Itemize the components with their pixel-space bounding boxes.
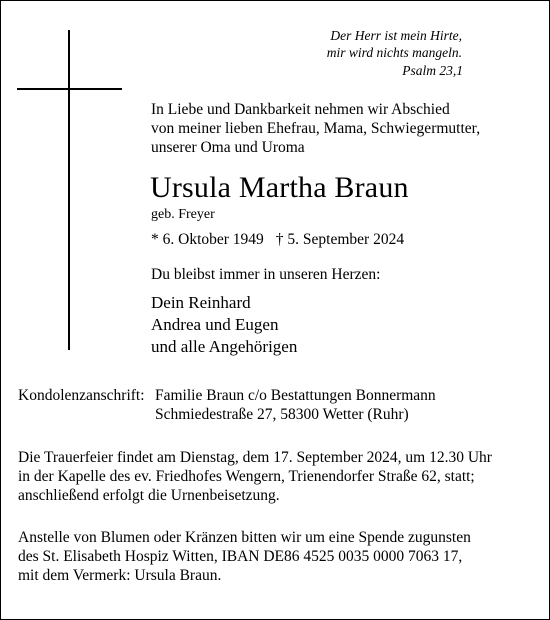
cross-horizontal-bar [17,88,122,90]
funeral-line: anschließend erfolgt die Urnenbeisetzung. [18,487,280,504]
funeral-line: Die Trauerfeier findet am Dienstag, dem 17. September 2024, um 12.30 Uhr [18,449,492,466]
intro-line: unserer Oma und Uroma [151,139,305,156]
deceased-name: Ursula Martha Braun [150,171,409,204]
birth-date: * 6. Oktober 1949 [151,231,264,248]
life-dates [151,231,404,249]
intro-line: In Liebe und Dankbarkeit nehmen wir Abschied [151,101,450,118]
funeral-info [18,448,492,505]
condolence-label: Kondolenzanschrift: [18,387,145,404]
condolence-address [18,386,436,424]
family-line: und alle Angehörigen [151,337,298,356]
intro-line: von meiner lieben Ehefrau, Mama, Schwiegermutter, [151,120,481,137]
donation-line: mit dem Vermerk: Ursula Braun. [18,567,222,584]
intro-text [151,100,480,157]
donation-line: Anstelle von Blumen oder Kränzen bitten wir um eine Spende zugunsten [18,529,471,546]
address-line: Schmiedestraße 27, 58300 Wetter (Ruhr) [155,406,409,423]
bible-quote [327,27,462,61]
cross-vertical-bar [68,30,70,350]
funeral-line: in der Kapelle des ev. Friedhofes Wengern, Trienendorfer Straße 62, statt; [18,468,475,485]
donation-info [18,528,471,585]
address-line: Familie Braun c/o Bestattungen Bonnermann [155,387,436,404]
donation-line: des St. Elisabeth Hospiz Witten, IBAN DE86 4525 0035 0000 7063 17, [18,548,463,565]
maiden-name: geb. Freyer [151,207,215,222]
family-line: Andrea und Eugen [151,315,279,334]
remember-line: Du bleibst immer in unseren Herzen: [151,266,381,283]
quote-source: Psalm 23,1 [402,63,463,78]
quote-line: mir wird nichts mangeln. [326,45,462,60]
family-line: Dein Reinhard [151,293,251,312]
family-signature [151,292,297,358]
death-date: † 5. September 2024 [275,231,405,248]
quote-line: Der Herr ist mein Hirte, [330,28,462,43]
